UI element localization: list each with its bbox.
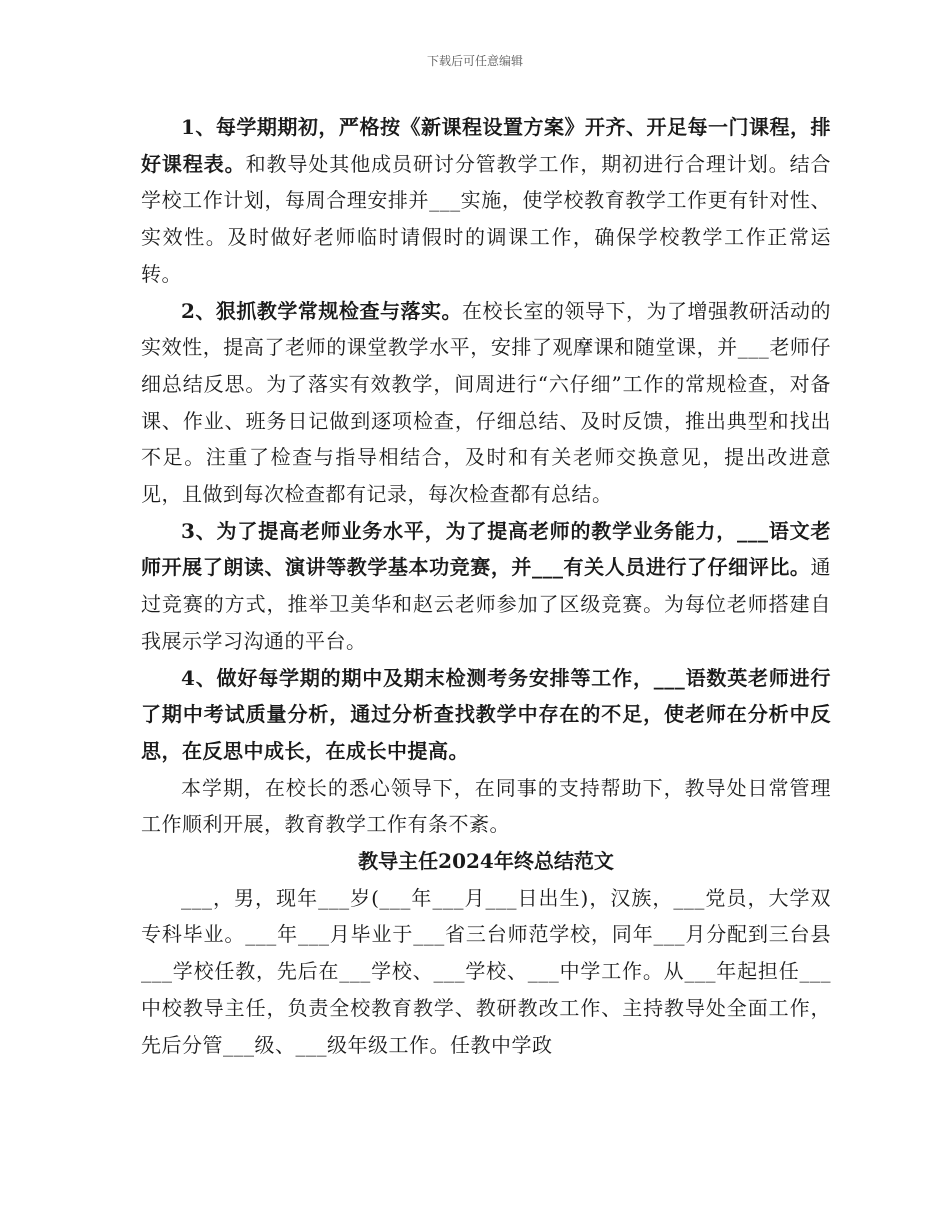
page-header: 下载后可任意编辑 [426, 54, 523, 68]
paragraph-body: 和教导处其他成员研讨分管教学工作，期初进行合理计划。结合学校工作计划，每周合理安排并___实施，使学校教育教学工作更有针对性、实效性。及时做好老师临时请假时的调课工作，确保学校教学工作正常运转。 [141, 151, 831, 286]
paragraph-lead: 3、为了提高老师业务水平，为了提高老师的教学业务能力，___语文老师开展了朗读、演讲等教学基本功竞赛，并___有关人员进行了仔细评比。 [141, 518, 831, 580]
paragraph-body: ___，男，现年___岁(___年___月___日出生)，汉族，___党员，大学双专科毕业。___年___月毕业于___省三台师范学校，同年___月分配到三台县___学校任教，先后在___学校、___学校、___中学工作。从___年起担任___中校教导主任，负责全校教育教学、教研教改工作、主持教导处全面工作，先后分管___级、___级年级工作。任教中学政 [141, 885, 831, 1057]
paragraph-lead: 2、狠抓教学常规检查与落实。 [181, 298, 462, 323]
document-body [141, 109, 831, 1063]
paragraph-1 [141, 109, 831, 293]
section-title: 教导主任2024年终总结范文 [358, 849, 614, 874]
paragraph-4 [141, 660, 831, 770]
paragraph-body: 通过竞赛的方式，推举卫美华和赵云老师参加了区级竞赛。为每位老师搭建自我展示学习沟通的平台。 [141, 555, 831, 653]
bio-paragraph [141, 880, 831, 1064]
paragraph-2 [141, 293, 831, 513]
paragraph-body: 在校长室的领导下，为了增强教研活动的实效性，提高了老师的课堂教学水平，安排了观摩课和随堂课，并___老师仔细总结反思。为了落实有效教学，间周进行“六仔细”工作的常规检查，对备课、作业、班务日记做到逐项检查，仔细总结、及时反馈，推出典型和找出不足。注重了检查与指导相结合，及时和有关老师交换意见，提出改进意见，且做到每次检查都有记录，每次检查都有总结。 [141, 298, 831, 507]
paragraph-lead: 4、做好每学期的期中及期末检测考务安排等工作，___语数英老师进行了期中考试质量分析，通过分析查找教学中存在的不足，使老师在分析中反思，在反思中成长，在成长中提高。 [141, 665, 831, 763]
paragraph-5 [141, 770, 831, 843]
paragraph-body: 本学期，在校长的悉心领导下，在同事的支持帮助下，教导处日常管理工作顺利开展，教育教学工作有条不紊。 [141, 775, 831, 837]
paragraph-3 [141, 513, 831, 660]
paragraph-lead: 1、每学期期初，严格按《新课程设置方案》开齐、开足每一门课程，排好课程表。 [141, 115, 831, 176]
